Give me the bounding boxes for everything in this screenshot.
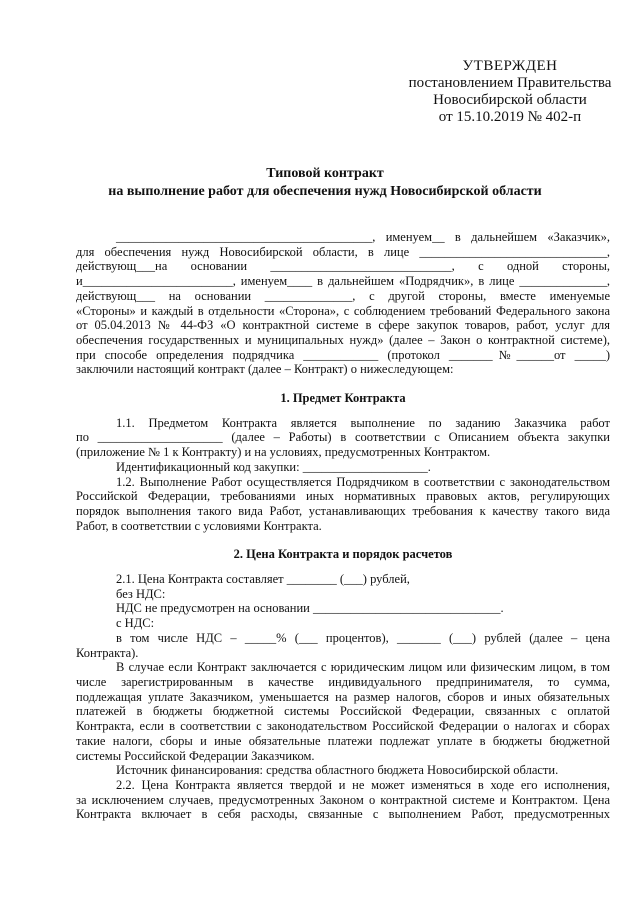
approval-line: постановлением Правительства bbox=[408, 75, 612, 91]
preamble-line: действующ___на основании _____________________________, с одной стороны, bbox=[76, 259, 610, 274]
paragraph-line: Российской Федерации, требованиями иных нормативных правовых актов, регулирующих bbox=[76, 489, 610, 504]
paragraph-line: числе зарегистрированным в качестве индивидуального предпринимателя, то сумма, bbox=[76, 674, 610, 689]
paragraph-line: Контракта включает в себя расходы, связанные с выполнением Работ, предусмотренных bbox=[76, 807, 610, 822]
paragraph-line: Источник финансирования: средства областного бюджета Новосибирской области. bbox=[116, 763, 559, 778]
paragraph-line: с НДС: bbox=[116, 616, 155, 631]
preamble-line: при способе определения подрядчика ____________ (протокол _______№______от _____) bbox=[76, 347, 610, 362]
approval-line: Новосибирской области bbox=[433, 92, 587, 108]
paragraph-line: порядок выполнения такого вида Работ, устанавливающих требования к качеству такого вида bbox=[76, 503, 610, 518]
preamble-line: обеспечения государственных и муниципальных нужд» (далее – Закон о контрактной системе), bbox=[76, 332, 610, 347]
paragraph-line: по ____________________ (далее – Работы) в соответствии с Описанием объекта закупки bbox=[76, 430, 610, 445]
paragraph-line: Контракта, если в соответствии с законодательством Российской Федерации о налогах и сборах bbox=[76, 719, 610, 734]
preamble-line: от 05.04.2013 № 44-ФЗ «О контрактной системе в сфере закупок товаров, работ, услуг для bbox=[76, 318, 610, 333]
preamble-line: и________________________, именуем____ в дальнейшем «Подрядчик», в лице ______________, bbox=[76, 274, 610, 289]
paragraph-line: платежей в бюджеты бюджетной системы Российской Федерации, связанных с оплатой bbox=[76, 704, 610, 719]
paragraph-line: за исключением случаев, предусмотренных Законом о контрактной системе и Контрактом. Цена bbox=[76, 792, 610, 807]
preamble-line: для обеспечения нужд Новосибирской области, в лице ______________________________, bbox=[76, 244, 610, 259]
approval-date: от 15.10.2019 № 402-п bbox=[438, 109, 582, 125]
paragraph-line: (приложение № 1 к Контракту) и на условиях, предусмотренных Контрактом. bbox=[76, 445, 491, 460]
paragraph-line: 1.1. Предметом Контракта является выполнение по заданию Заказчика работ bbox=[116, 415, 610, 430]
paragraph-line: НДС не предусмотрен на основании ______________________________. bbox=[116, 601, 504, 616]
title-line: на выполнение работ для обеспечения нужд Новосибирской области bbox=[108, 184, 542, 199]
preamble-line: действующ___ на основании ______________, с другой стороны, вместе именуемые bbox=[76, 288, 610, 303]
paragraph-line: в том числе НДС – _____% (___ процентов), _______ (___) рублей (далее – цена bbox=[116, 630, 610, 645]
document-title bbox=[60, 165, 590, 201]
preamble bbox=[76, 230, 610, 377]
paragraph-line: без НДС: bbox=[116, 586, 166, 601]
paragraph-line: подлежащая уплате Заказчиком, уменьшается на размер налогов, сборов и иных обязательных bbox=[76, 689, 610, 704]
approval-heading: УТВЕРЖДЕН bbox=[462, 58, 558, 74]
paragraph-line: Идентификационный код закупки: ____________________. bbox=[116, 459, 431, 474]
paragraph-line: 1.2. Выполнение Работ осуществляется Подрядчиком в соответствии с законодательством bbox=[116, 474, 610, 489]
document-body bbox=[76, 230, 610, 822]
section-heading: 2. Цена Контракта и порядок расчетов bbox=[233, 547, 453, 562]
preamble-line: заключили настоящий контракт (далее – Контракт) о нижеследующем: bbox=[76, 362, 454, 377]
preamble-line: _________________________________________, именуем__ в дальнейшем «Заказчик», bbox=[116, 230, 610, 244]
preamble-line: «Стороны» и каждый в отдельности «Сторона», с соблюдением требований Федерального закона bbox=[76, 303, 610, 318]
section-heading: 1. Предмет Контракта bbox=[280, 391, 406, 406]
approval-stamp bbox=[390, 58, 630, 126]
paragraph-line: 2.1. Цена Контракта составляет ________ (___) рублей, bbox=[116, 572, 410, 587]
paragraph-line: системы Российской Федерации Заказчиком. bbox=[76, 748, 315, 763]
paragraph-line: 2.2. Цена Контракта является твердой и не может изменяться в ходе его исполнения, bbox=[116, 777, 610, 792]
paragraph-line: Контракта). bbox=[76, 645, 139, 660]
title-line: Типовой контракт bbox=[266, 166, 384, 181]
paragraph-line: такие налоги, сборы и иные обязательные платежи подлежат уплате в бюджеты бюджетной bbox=[76, 733, 610, 748]
paragraph-line: Работ, в соответствии с условиями Контракта. bbox=[76, 518, 322, 533]
paragraph-line: В случае если Контракт заключается с юридическим лицом или физическим лицом, в том bbox=[116, 660, 610, 675]
